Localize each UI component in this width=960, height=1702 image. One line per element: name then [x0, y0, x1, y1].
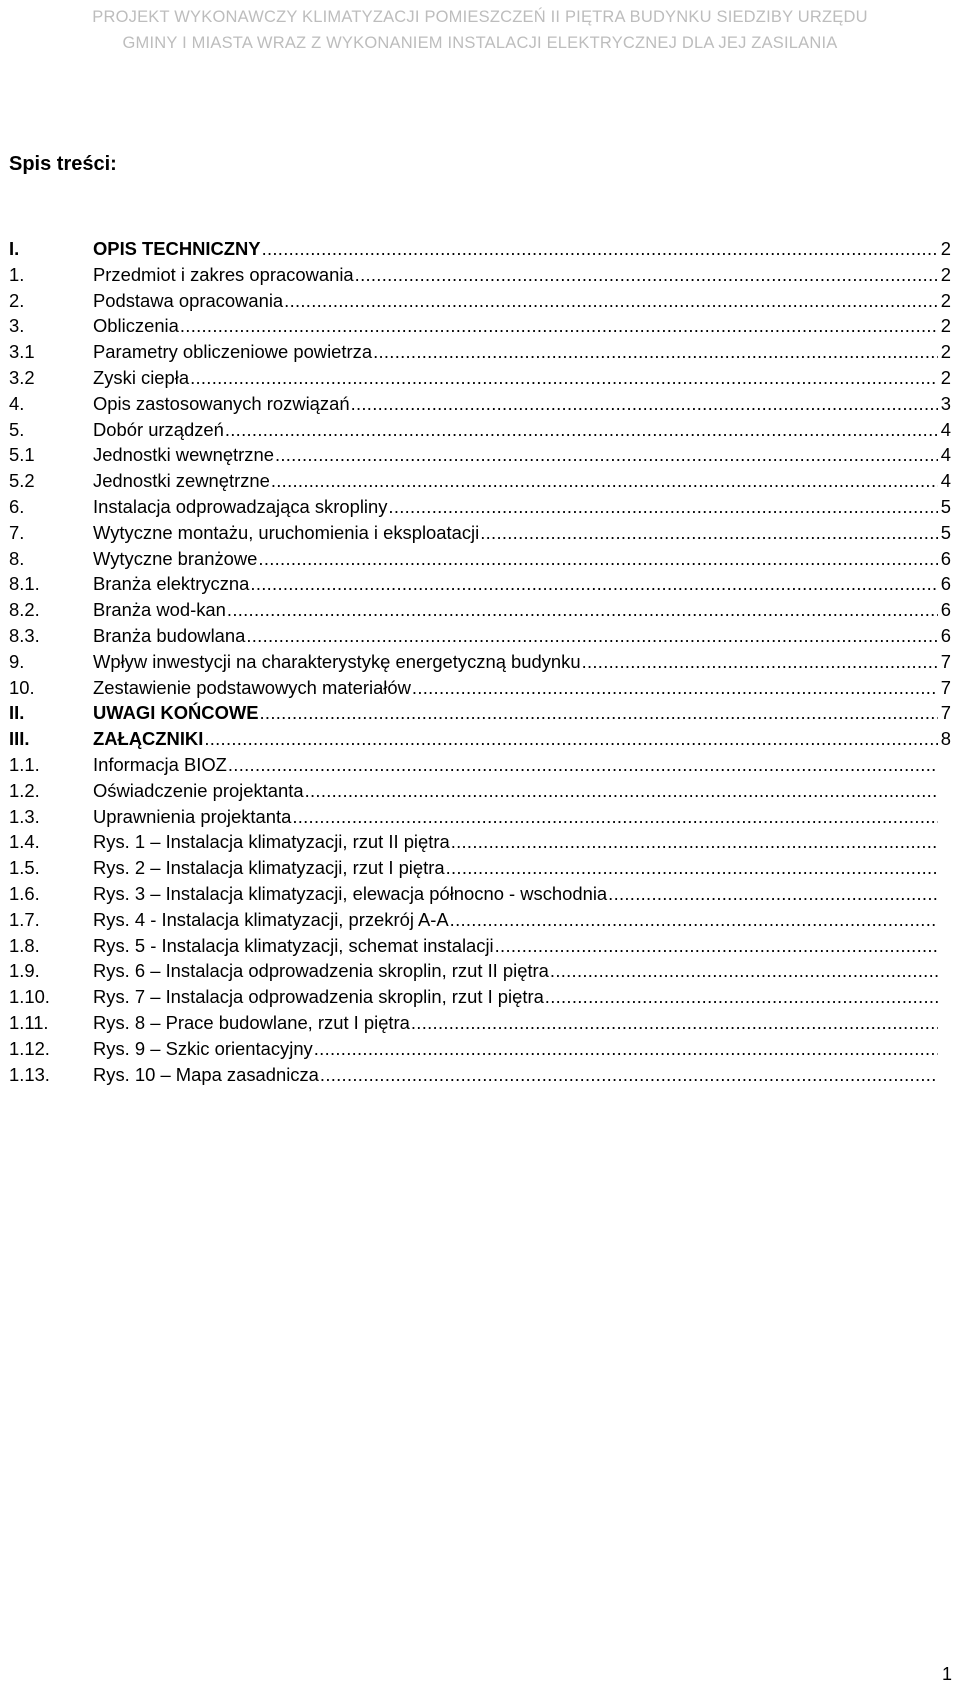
toc-entry[interactable] [9, 984, 951, 1010]
toc-dot-leader [355, 262, 938, 288]
toc-dot-leader [550, 958, 938, 984]
toc-entry[interactable] [9, 1036, 951, 1062]
toc-entry-number: 1.13. [9, 1063, 50, 1085]
toc-entry-page: 2 [940, 263, 951, 285]
toc-dot-leader [608, 881, 938, 907]
toc-entry-title: Rys. 6 – Instalacja odprowadzenia skroplin, rzut II piętra [93, 960, 549, 982]
toc-entry-number: I. [9, 238, 20, 259]
toc-entry-title: Uprawnienia projektanta [93, 805, 292, 827]
toc-dot-leader [320, 1062, 938, 1088]
toc-entry-number: 1.5. [9, 857, 40, 879]
toc-entry-number: 3.2 [9, 366, 35, 388]
toc-dot-leader [262, 236, 938, 262]
toc-entry[interactable] [9, 417, 951, 443]
toc-entry-title: UWAGI KOŃCOWE [93, 702, 259, 724]
toc-entry-number: 1.11. [9, 1011, 49, 1033]
toc-entry[interactable] [9, 907, 951, 933]
toc-entry[interactable] [9, 933, 951, 959]
toc-dot-leader [412, 675, 938, 701]
toc-entry-page: 6 [940, 547, 951, 569]
toc-entry[interactable] [9, 829, 951, 855]
toc-entry[interactable] [9, 623, 951, 649]
toc-entry-page: 5 [940, 495, 951, 517]
toc-dot-leader [227, 597, 938, 623]
toc-entry[interactable] [9, 726, 951, 752]
toc-entry-page: 7 [940, 650, 951, 672]
toc-dot-leader [450, 907, 938, 933]
toc-entry-title: Opis zastosowanych rozwiązań [93, 392, 350, 414]
header-line-2: GMINY I MIASTA WRAZ Z WYKONANIEM INSTALACJI ELEKTRYCZNEJ DLA JEJ ZASILANIA [122, 34, 838, 52]
toc-entry-title: Instalacja odprowadzająca skropliny [93, 495, 388, 517]
header-line-1: PROJEKT WYKONAWCZY KLIMATYZACJI POMIESZCZEŃ II PIĘTRA BUDYNKU SIEDZIBY URZĘDU [92, 8, 868, 26]
toc-entry-title: ZAŁĄCZNIKI [93, 728, 204, 750]
toc-entry-title: Wpływ inwestycji na charakterystykę energetyczną budynku [93, 650, 581, 672]
toc-dot-leader [260, 700, 938, 726]
toc-entry[interactable] [9, 700, 951, 726]
toc-entry[interactable] [9, 468, 951, 494]
toc-entry-title: Parametry obliczeniowe powietrza [93, 341, 373, 363]
toc-entry-number: 1.1. [9, 753, 40, 775]
toc-entry-number: 1.2. [9, 779, 40, 801]
toc-entry[interactable] [9, 675, 951, 701]
toc-entry-page: 6 [940, 624, 951, 646]
toc-entry-number: 1.10. [9, 986, 50, 1008]
table-of-contents [9, 236, 951, 1087]
toc-entry-title: Wytyczne montażu, uruchomienia i eksploatacji [93, 521, 480, 543]
toc-entry[interactable] [9, 1010, 951, 1036]
toc-dot-leader [388, 494, 938, 520]
toc-dot-leader [411, 1010, 938, 1036]
toc-entry-page: 5 [940, 521, 951, 543]
page-header [0, 0, 960, 62]
toc-dot-leader [480, 520, 938, 546]
toc-dot-leader [582, 649, 938, 675]
toc-entry-number: 5.2 [9, 470, 35, 492]
toc-entry[interactable] [9, 958, 951, 984]
toc-dot-leader [250, 571, 938, 597]
toc-entry[interactable] [9, 546, 951, 572]
toc-entry[interactable] [9, 855, 951, 881]
toc-entry-page: 7 [940, 702, 951, 724]
toc-dot-leader [271, 468, 938, 494]
toc-entry-title: Obliczenia [93, 315, 179, 337]
toc-entry-title: Branża budowlana [93, 624, 246, 646]
toc-entry-number: 9. [9, 650, 25, 672]
toc-entry-number: 5. [9, 418, 25, 440]
toc-entry[interactable] [9, 313, 951, 339]
toc-entry[interactable] [9, 881, 951, 907]
toc-entry-number: 6. [9, 495, 25, 517]
toc-entry-title: Rys. 1 – Instalacja klimatyzacji, rzut II piętra [93, 831, 450, 853]
toc-entry-number: 1.9. [9, 960, 40, 982]
toc-entry-title: Rys. 3 – Instalacja klimatyzacji, elewacja północno - wschodnia [93, 882, 608, 904]
toc-entry-title: Rys. 2 – Instalacja klimatyzacji, rzut I piętra [93, 857, 445, 879]
toc-entry[interactable] [9, 752, 951, 778]
toc-dot-leader [446, 855, 938, 881]
toc-entry[interactable] [9, 288, 951, 314]
toc-entry-title: Branża elektryczna [93, 573, 250, 595]
toc-entry-title: Dobór urządzeń [93, 418, 224, 440]
toc-dot-leader [228, 752, 938, 778]
toc-entry-number: 1.3. [9, 805, 40, 827]
toc-entry-number: 4. [9, 392, 25, 414]
toc-entry-title: Rys. 4 - Instalacja klimatyzacji, przekrój A-A [93, 908, 449, 930]
toc-entry-number: III. [9, 728, 30, 750]
toc-entry[interactable] [9, 391, 951, 417]
toc-entry[interactable] [9, 365, 951, 391]
toc-entry-number: 7. [9, 521, 25, 543]
toc-entry-title: Rys. 10 – Mapa zasadnicza [93, 1063, 319, 1085]
toc-entry-number: 10. [9, 676, 35, 698]
toc-dot-leader [284, 288, 938, 314]
toc-entry-title: Rys. 8 – Prace budowlane, rzut I piętra [93, 1011, 410, 1033]
toc-entry-page: 7 [940, 676, 951, 698]
toc-dot-leader [180, 313, 938, 339]
toc-entry-number: II. [9, 702, 25, 724]
toc-dot-leader [258, 546, 938, 572]
toc-entry-page: 2 [940, 366, 951, 388]
toc-entry[interactable] [9, 520, 951, 546]
toc-entry-number: 8.1. [9, 573, 40, 595]
toc-entry-page: 2 [940, 289, 951, 311]
toc-entry-page: 6 [940, 573, 951, 595]
toc-entry-title: OPIS TECHNICZNY [93, 238, 261, 259]
toc-entry-page: 2 [940, 341, 951, 363]
toc-dot-leader [204, 726, 938, 752]
toc-dot-leader [292, 804, 938, 830]
toc-entry-page: 8 [940, 728, 951, 750]
toc-entry-title: Zestawienie podstawowych materiałów [93, 676, 411, 698]
toc-entry-page: 2 [940, 315, 951, 337]
toc-entry[interactable] [9, 778, 951, 804]
toc-entry-title: Branża wod-kan [93, 599, 226, 621]
toc-entry-page: 3 [940, 392, 951, 414]
toc-entry-number: 2. [9, 289, 25, 311]
toc-entry[interactable] [9, 494, 951, 520]
toc-entry-number: 8.3. [9, 624, 40, 646]
toc-entry-title: Wytyczne branżowe [93, 547, 258, 569]
toc-entry[interactable] [9, 597, 951, 623]
toc-dot-leader [495, 933, 938, 959]
toc-entry-title: Informacja BIOZ [93, 753, 227, 775]
page-number: 1 [941, 1664, 952, 1684]
toc-entry[interactable] [9, 339, 951, 365]
toc-entry-title: Rys. 9 – Szkic orientacyjny [93, 1037, 313, 1059]
toc-entry[interactable] [9, 804, 951, 830]
toc-entry-page: 4 [940, 470, 951, 492]
toc-entry-page: 6 [940, 599, 951, 621]
toc-dot-leader [545, 984, 938, 1010]
toc-dot-leader [225, 417, 938, 443]
toc-entry-title: Rys. 5 - Instalacja klimatyzacji, schemat instalacji [93, 934, 494, 956]
toc-entry-number: 8. [9, 547, 25, 569]
toc-entry-title: Jednostki wewnętrzne [93, 444, 274, 466]
toc-dot-leader [351, 391, 938, 417]
toc-dot-leader [314, 1036, 938, 1062]
toc-entry-number: 1.4. [9, 831, 40, 853]
toc-dot-leader [305, 778, 938, 804]
toc-entry-page: 2 [940, 238, 951, 259]
toc-entry-title: Podstawa opracowania [93, 289, 284, 311]
toc-entry-number: 1. [9, 263, 25, 285]
toc-entry-page: 4 [940, 444, 951, 466]
toc-entry-title: Przedmiot i zakres opracowania [93, 263, 354, 285]
toc-entry-number: 3. [9, 315, 25, 337]
toc-entry-number: 8.2. [9, 599, 40, 621]
toc-entry-title: Rys. 7 – Instalacja odprowadzenia skroplin, rzut I piętra [93, 986, 544, 1008]
toc-dot-leader [275, 442, 938, 468]
toc-entry-number: 3.1 [9, 341, 35, 363]
toc-dot-leader [246, 623, 938, 649]
toc-entry-title: Zyski ciepła [93, 366, 190, 388]
toc-entry-number: 5.1 [9, 444, 35, 466]
toc-entry[interactable] [9, 649, 951, 675]
toc-entry-title: Jednostki zewnętrzne [93, 470, 270, 492]
toc-entry[interactable] [9, 442, 951, 468]
toc-entry-number: 1.8. [9, 934, 40, 956]
toc-entry[interactable] [9, 236, 951, 262]
toc-dot-leader [451, 829, 938, 855]
toc-entry[interactable] [9, 571, 951, 597]
toc-entry-number: 1.6. [9, 882, 40, 904]
toc-dot-leader [190, 365, 938, 391]
toc-entry[interactable] [9, 262, 951, 288]
toc-entry-page: 4 [940, 418, 951, 440]
toc-entry-title: Oświadczenie projektanta [93, 779, 304, 801]
toc-title: Spis treści: [9, 153, 117, 175]
toc-dot-leader [373, 339, 938, 365]
toc-entry[interactable] [9, 1062, 951, 1088]
toc-entry-number: 1.7. [9, 908, 40, 930]
toc-entry-number: 1.12. [9, 1037, 50, 1059]
